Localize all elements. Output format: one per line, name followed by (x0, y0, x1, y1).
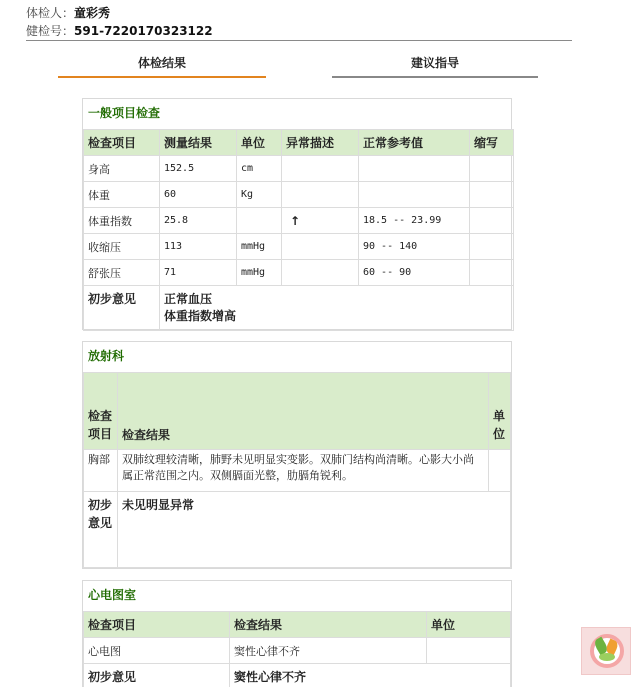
opinion-line: 正常血压 (164, 292, 213, 306)
opinion-label: 初步意见 (84, 664, 230, 687)
column-header: 检查项目 (84, 612, 230, 638)
examinee-label: 体检人： (26, 6, 75, 20)
table-row (84, 638, 511, 664)
item-cell: 收缩压 (84, 234, 160, 260)
opinion-label: 初步意见 (84, 286, 160, 331)
column-header: 缩写 (470, 130, 514, 156)
column-header: 检查项目 (84, 373, 118, 450)
abbr-cell (470, 208, 514, 234)
section-title-general: 一般项目检查 (88, 106, 161, 120)
column-header: 单位 (489, 373, 511, 450)
reference-cell (359, 156, 470, 182)
logo-leaf-light (599, 653, 615, 661)
radiology-table (83, 372, 511, 568)
up-arrow-icon: ↑ (282, 208, 359, 234)
general-exam-panel (82, 98, 512, 330)
opinion-text (160, 286, 514, 331)
opinion-row (84, 492, 511, 568)
table-row (84, 156, 514, 182)
opinion-text: 未见明显异常 (118, 492, 511, 568)
item-cell: 体重 (84, 182, 160, 208)
section-title-ecg: 心电图室 (88, 588, 137, 602)
unit-cell: cm (237, 156, 282, 182)
abnormal-cell (282, 234, 359, 260)
column-header: 检查结果 (118, 373, 489, 450)
table-row (84, 450, 511, 492)
column-header: 异常描述 (282, 130, 359, 156)
exam-number: 591-7220170323122 (74, 24, 213, 38)
result-cell: 71 (160, 260, 237, 286)
abnormal-cell (282, 182, 359, 208)
reference-cell (359, 182, 470, 208)
result-cell: 25.8 (160, 208, 237, 234)
header-divider (26, 40, 572, 41)
item-cell: 心电图 (84, 638, 230, 664)
column-header: 检查结果 (230, 612, 427, 638)
exam-number-line (26, 22, 572, 40)
table-row (84, 234, 514, 260)
exam-number-label: 健检号： (26, 24, 75, 38)
result-cell: 152.5 (160, 156, 237, 182)
item-cell: 身高 (84, 156, 160, 182)
table-header-row (84, 130, 514, 156)
table-header-row (84, 373, 511, 450)
column-header: 单位 (237, 130, 282, 156)
examinee-line (26, 4, 572, 22)
abbr-cell (470, 234, 514, 260)
abbr-cell (470, 156, 514, 182)
table-row (84, 182, 514, 208)
opinion-line: 体重指数增高 (164, 309, 237, 323)
radiology-panel (82, 341, 512, 569)
column-header: 单位 (427, 612, 511, 638)
unit-cell: mmHg (237, 234, 282, 260)
unit-cell (427, 638, 511, 664)
result-cell: 60 (160, 182, 237, 208)
reference-cell: 90 -- 140 (359, 234, 470, 260)
result-cell: 窦性心律不齐 (230, 638, 427, 664)
opinion-text: 窦性心律不齐 (230, 664, 511, 687)
table-row (84, 260, 514, 286)
unit-cell: mmHg (237, 260, 282, 286)
table-header-row (84, 612, 511, 638)
column-header: 检查项目 (84, 130, 160, 156)
examinee-name: 童彩秀 (74, 6, 111, 20)
unit-cell (489, 450, 511, 492)
reference-cell: 18.5 -- 23.99 (359, 208, 470, 234)
ecg-table (83, 611, 511, 687)
item-cell: 胸部 (84, 450, 118, 492)
result-cell: 113 (160, 234, 237, 260)
tab-exam-results[interactable]: 体检结果 (58, 52, 266, 78)
opinion-label: 初步意见 (84, 492, 118, 568)
opinion-row (84, 286, 514, 331)
opinion-row (84, 664, 511, 687)
unit-cell: Kg (237, 182, 282, 208)
unit-cell (237, 208, 282, 234)
item-cell: 体重指数 (84, 208, 160, 234)
column-header: 测量结果 (160, 130, 237, 156)
reference-cell: 60 -- 90 (359, 260, 470, 286)
section-title-radiology: 放射科 (88, 349, 125, 363)
examinee-header (26, 4, 572, 40)
abbr-cell (470, 182, 514, 208)
ecg-panel (82, 580, 512, 687)
health-logo-icon (581, 627, 631, 675)
abbr-cell (470, 260, 514, 286)
result-cell: 双肺纹理较清晰，肺野未见明显实变影。双肺门结构尚清晰。心影大小尚属正常范围之内。双侧膈面光整，肋膈角锐利。 (118, 450, 489, 492)
tab-advice-guidance[interactable]: 建议指导 (332, 52, 538, 78)
abnormal-cell (282, 260, 359, 286)
table-row (84, 208, 514, 234)
general-exam-table (83, 129, 514, 331)
column-header: 正常参考值 (359, 130, 470, 156)
abnormal-cell (282, 156, 359, 182)
item-cell: 舒张压 (84, 260, 160, 286)
